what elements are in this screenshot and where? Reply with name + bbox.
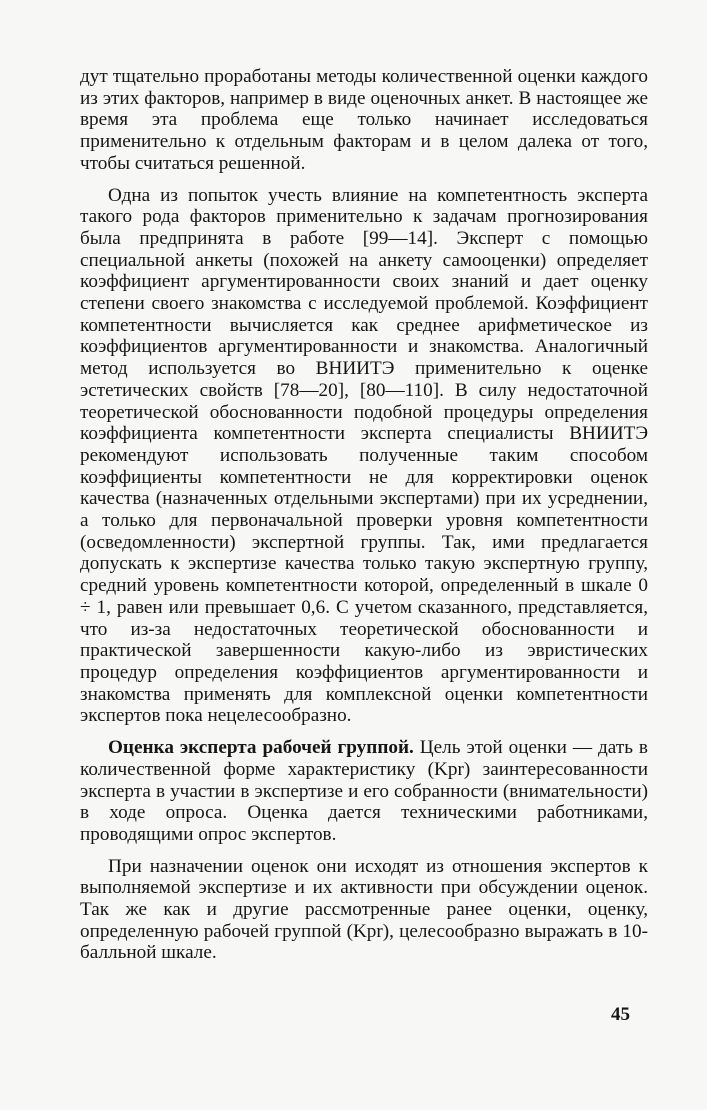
paragraph-3-text: Цель этой оценки — дать в количественной форме характеристику (Kpr) заинтересованности эксперта в участии в экспертизе и его собранности (внимательности) в ходе опроса. Оценка дается техническими работниками, проводящими опрос экспертов. xyxy=(80,737,648,845)
paragraph-2-text: Одна из попыток учесть влияние на компетентность эксперта такого рода факторов применительно к задачам прогнозирования была предпринята в работе [99—14]. Эксперт с помощью специальной анкеты (похожей на анкету самооценки) определяет коэффициент аргументированности своих знаний и дает оценку степени своего знакомства с исследуемой проблемой. Коэффициент компетентности вычисляется как среднее арифметическое из коэффициентов аргументированности и знакомства. Аналогичный метод используется во ВНИИТЭ применительно к оценке эстетических свойств [78—20], [80—110]. В силу недостаточной теоретической обоснованности подобной процедуры определения коэффициента компетентности эксперта специалисты ВНИИТЭ рекомендуют использовать полученные таким способом коэффициенты компетентности не для корректировки оценок качества (назначенных отдельными экспертами) при их усреднении, а только для первоначальной проверки уровня компетентности (осведомленности) экспертной группы. Так, ими предлагается допускать к экспертизе качества только такую экспертную группу, средний уровень компетентности которой, определенный в шкале 0 ÷ 1, равен или превышает 0,6. С учетом сказанного, представляется, что из-за недостаточных теоретической обоснованности и практической завершенности какую-либо из эвристических процедур определения коэффициентов аргументированности и знакомства применять для комплексной оценки компетентности экспертов пока нецелесообразно. xyxy=(80,184,648,727)
paragraph-1 xyxy=(80,66,648,175)
page-number: 45 xyxy=(611,1004,630,1025)
paragraph-2 xyxy=(80,185,648,728)
paragraph-3 xyxy=(80,737,648,846)
paragraph-4-text: При назначении оценок они исходят из отношения экспертов к выполняемой экспертизе и их активности при обсуждении оценок. Так же как и другие рассмотренные ранее оценки, оценку, определенную рабочей группой (Kpr), целесообразно выражать в 10-балльной шкале. xyxy=(80,855,648,964)
paragraph-4 xyxy=(80,856,648,965)
paragraph-3-heading: Оценка эксперта рабочей группой. xyxy=(108,737,414,759)
paragraph-1-text: дут тщательно проработаны методы количественной оценки каждого из этих факторов, например в виде оценочных анкет. В настоящее же время эта проблема еще только начинает исследоваться применительно к отдельным факторам и в целом далека от того, чтобы считаться решенной. xyxy=(80,66,648,174)
page-body xyxy=(80,66,648,974)
